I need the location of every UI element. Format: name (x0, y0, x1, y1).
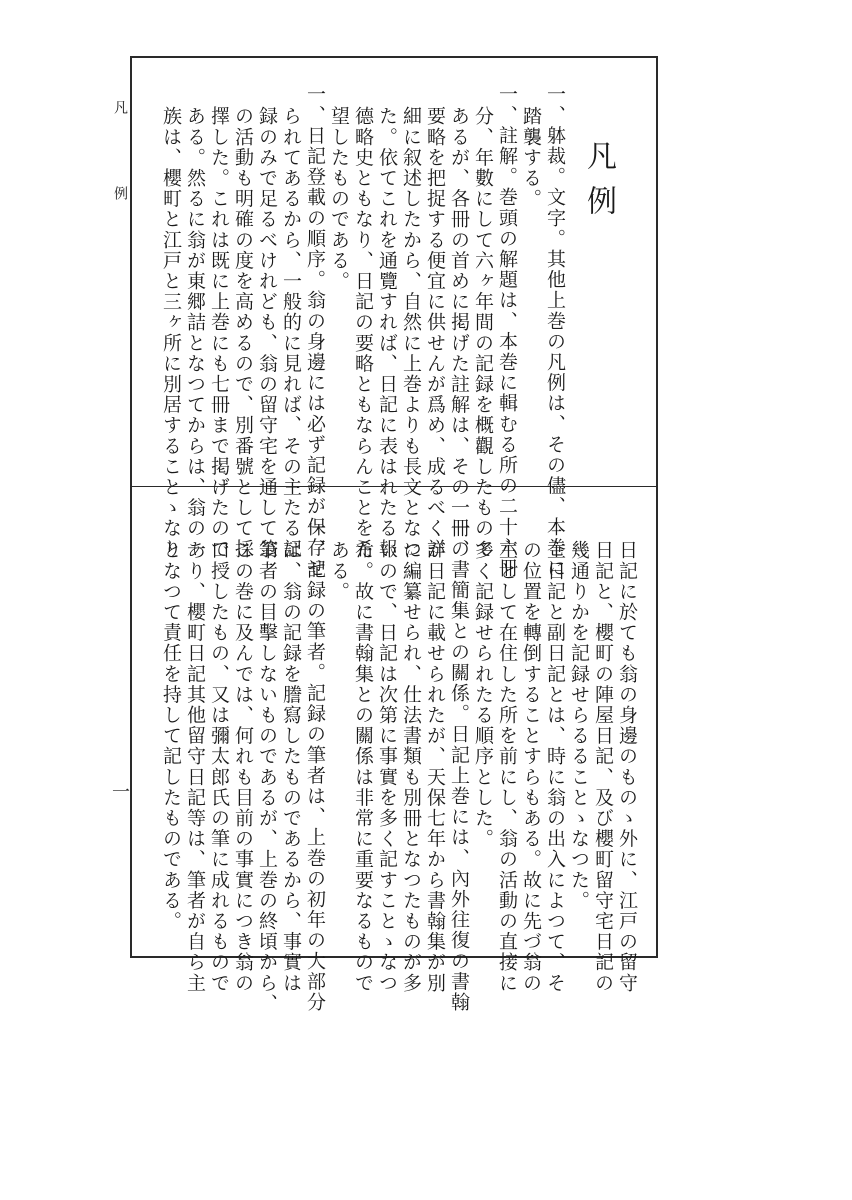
upper-col-14: の活動も明確の度を高めるので、別番號として採 (232, 106, 254, 560)
lower-col-11: いので、日記は次第に事實を多く記すことゝなつ (376, 540, 398, 994)
lower-col-1: 日記に於ても翁の身邊のものゝ外に、江戸の留守 (616, 540, 638, 994)
upper-col-6: 要略を把捉する便宜に供せんが爲め、成るべく詳 (424, 106, 446, 560)
lower-col-4: 主日記と副日記とは、時に翁の出入によつて、そ (544, 540, 566, 994)
upper-col-4: 分、年數にして六ヶ年間の記録を概觀したもので (472, 106, 494, 560)
page-title-char-2: 例 (581, 185, 616, 215)
lower-col-16: 筆者の目擊しないものであるが、上巻の終頃から、 (256, 540, 278, 1014)
upper-col-12: られてあるから、一般的に見れば、その主たる記 (280, 106, 302, 560)
running-title-char-1: 凡 (112, 100, 128, 114)
upper-col-3: 一、註解。巻頭の解題は、本巻に輯むる所の二十六冊 (496, 84, 518, 579)
upper-col-15: 擇した。これは既に上巻にも七冊まで掲げたので (208, 106, 230, 560)
upper-col-7: 細に叙述したから、自然に上巻よりも長文となつ (400, 106, 422, 560)
upper-col-9: 德略史ともなり、日記の要略ともならんことを希 (352, 106, 374, 560)
lower-col-9: が日記に載せられたが、天保七年から書翰集が別 (424, 540, 446, 994)
lower-col-5: の位置を轉倒することすらもある。故に先づ翁の (520, 540, 542, 994)
lower-col-10: に編纂せられ、仕法書類も別冊となつたものが多 (400, 540, 422, 994)
lower-col-7: 多く記録せられたる順序とした。 (472, 540, 494, 849)
lower-col-13: ある。 (328, 540, 350, 602)
upper-col-5: あるが、各冊の首めに掲げた註解は、その一冊の (448, 106, 470, 560)
lower-col-3: 幾通りかを記録せらるることゝなつた。 (568, 540, 590, 911)
upper-col-2: 踏襲する。 (520, 106, 542, 209)
lower-col-6: 主として在住した所を前にし、翁の活動の直接に (496, 540, 518, 994)
upper-col-10: 望したものである。 (328, 106, 350, 292)
upper-col-8: た。依てこれを通覽すれば、日記に表はれたる報 (376, 106, 398, 560)
lower-col-15: は、翁の記録を謄寫したものであるから、事實は (280, 540, 302, 994)
running-title-char-2: 例 (112, 186, 128, 200)
page-title-char-1: 凡 (581, 140, 616, 170)
page-number: 一 (109, 782, 130, 800)
lower-col-14: 一、記録の筆者。記録の筆者は、上巻の初年の大部分 (304, 518, 326, 1013)
lower-col-12: た。故に書翰集との關係は非常に重要なるもので (352, 540, 374, 994)
upper-col-16: ある。然るに翁が東郷詰となつてからは、翁の一 (184, 106, 206, 560)
lower-col-20: となつて責任を持して記したものである。 (160, 540, 182, 932)
upper-col-17: 族は、櫻町と江戸と三ヶ所に別居することゝなり (160, 106, 182, 560)
upper-col-13: 録のみで足るべけれども、翁の留守宅を通して翁 (256, 106, 278, 560)
lower-col-2: 日記と、櫻町の陣屋日記、及び櫻町留守宅日記の (592, 540, 614, 994)
upper-col-1: 一、躰裁。文字。其他上巻の凡例は、その儘、本巻に (544, 84, 566, 579)
lower-col-19: あり、櫻町日記其他留守日記等は、筆者が自ら主 (184, 540, 206, 994)
lower-col-17: この巻に及んでは、何れも目前の事實につき翁の (232, 540, 254, 994)
lower-col-18: 口授したもの、又は彌太郎氏の筆に成れるもので (208, 540, 230, 994)
upper-col-11: 一、日記登載の順序。翁の身邊には必ず記録が保存せ (304, 84, 326, 579)
lower-col-8: 一、書簡集との關係。日記上巻には、內外往復の書翰 (448, 518, 470, 1013)
